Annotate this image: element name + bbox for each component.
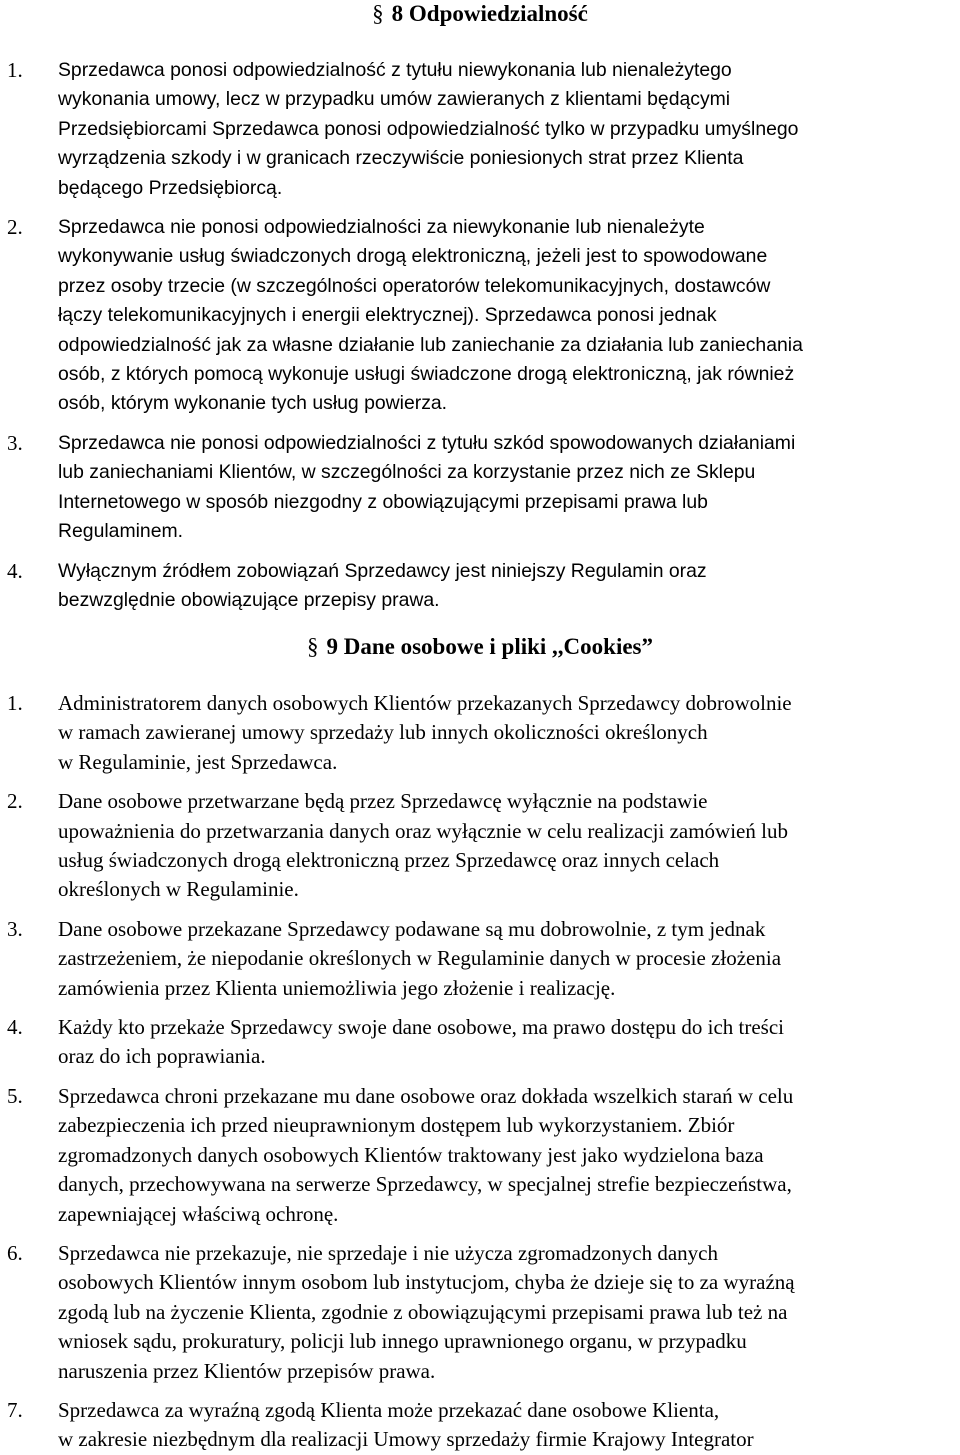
text-line: Wyłącznym źródłem zobowiązań Sprzedawcy jest niniejszy Regulamin oraz <box>58 559 707 582</box>
section-8-title: 8 Odpowiedzialność <box>391 1 588 26</box>
text-line: Sprzedawca za wyraźną zgodą Klienta może przekazać dane osobowe Klienta, <box>58 1397 720 1422</box>
item-number: 3. <box>7 916 23 941</box>
text-line: zgodą lub na życzenie Klienta, zgodnie z obowiązującymi przepisami prawa lub też na <box>58 1299 788 1324</box>
list-item <box>0 1082 960 1229</box>
section-8-heading <box>0 0 960 28</box>
text-line: Sprzedawca chroni przekazane mu dane osobowe oraz dokłada wszelkich starań w celu <box>58 1083 794 1108</box>
text-line: Każdy kto przekaże Sprzedawcy swoje dane osobowe, ma prawo dostępu do ich treści <box>58 1015 784 1040</box>
text-line: określonych w Regulaminie. <box>58 877 299 902</box>
list-item <box>0 429 960 547</box>
section-sign: § <box>372 1 384 26</box>
item-number: 1. <box>7 58 23 82</box>
item-text <box>58 787 954 905</box>
section-9-heading <box>0 633 960 661</box>
list-item <box>0 56 960 203</box>
text-line: wykonania umowy, lecz w przypadku umów zawieranych z klientami będącymi <box>58 88 731 111</box>
text-line: upoważnienia do przetwarzania danych oraz wyłącznie w celu realizacji zamówień lub <box>58 818 788 843</box>
text-line: w Regulaminie, jest Sprzedawca. <box>58 749 338 774</box>
list-item <box>0 213 960 419</box>
text-line: lub zaniechaniami Klientów, w szczególności za korzystanie przez nich ze Sklepu <box>58 461 756 484</box>
text-line: zapewniającej właściwą ochronę. <box>58 1201 339 1226</box>
text-line: osób, z których pomocą wykonuje usługi świadczone drogą elektroniczną, jak również <box>58 363 795 386</box>
text-line: Sprzedawca nie ponosi odpowiedzialności z tytułu szkód spowodowanych działaniami <box>58 431 796 454</box>
item-number: 2. <box>7 789 23 814</box>
list-item <box>0 787 960 905</box>
text-line: wniosek sądu, prokuratury, policji lub innego uprawnionego organu, w przypadku <box>58 1329 747 1354</box>
item-number: 5. <box>7 1083 23 1108</box>
list-item <box>0 1396 960 1455</box>
text-line: zastrzeżeniem, że niepodanie określonych w Regulaminie danych w procesie złożenia <box>58 946 782 971</box>
text-line: Dane osobowe przekazane Sprzedawcy podawane są mu dobrowolnie, z tym jednak <box>58 916 766 941</box>
item-number: 4. <box>7 1015 23 1040</box>
text-line: osób, którym wykonanie tych usług powierza. <box>58 392 448 415</box>
section-9-list <box>0 689 960 1455</box>
text-line: danych, przechowywana na serwerze Sprzedawcy, w specjalnej strefie bezpieczeństwa, <box>58 1172 792 1197</box>
text-line: Regulaminem. <box>58 520 184 543</box>
text-line: wykonywanie usług świadczonych drogą elektroniczną, jeżeli jest to spowodowane <box>58 245 768 268</box>
text-line: osobowych Klientów innym osobom lub instytucjom, chyba że dzieje się to za wyraźną <box>58 1270 795 1295</box>
text-line: Administratorem danych osobowych Klientów przekazanych Sprzedawcy dobrowolnie <box>58 691 792 715</box>
text-line: będącego Przedsiębiorcą. <box>58 176 283 199</box>
item-number: 1. <box>7 691 23 715</box>
text-line: Sprzedawca ponosi odpowiedzialność z tytułu niewykonania lub nienależytego <box>58 59 732 81</box>
item-text <box>58 1239 954 1386</box>
item-text <box>58 557 954 616</box>
text-line: Internetowego w sposób niezgodny z obowiązującymi przepisami prawa lub <box>58 490 708 513</box>
item-text <box>58 56 954 203</box>
item-text <box>58 213 954 419</box>
section-8-list <box>0 56 960 615</box>
section-9-title: 9 Dane osobowe i pliki ,,Cookies” <box>326 634 653 659</box>
item-number: 3. <box>7 430 23 455</box>
text-line: zgromadzonych danych osobowych Klientów traktowany jest jako wydzielona baza <box>58 1142 764 1167</box>
text-line: w zakresie niezbędnym dla realizacji Umowy sprzedaży firmie Krajowy Integrator <box>58 1427 754 1452</box>
list-item <box>0 915 960 1003</box>
text-line: zamówienia przez Klienta uniemożliwia jego złożenie i realizację. <box>58 975 616 1000</box>
item-text <box>58 429 954 547</box>
item-number: 2. <box>7 215 23 240</box>
text-line: łączy telekomunikacyjnych i energii elektrycznej). Sprzedawca ponosi jednak <box>58 304 717 327</box>
item-number: 6. <box>7 1240 23 1265</box>
text-line: bezwzględnie obowiązujące przepisy prawa. <box>58 588 440 611</box>
text-line: Dane osobowe przetwarzane będą przez Sprzedawcę wyłącznie na podstawie <box>58 789 708 814</box>
item-number: 4. <box>7 558 23 583</box>
item-number: 7. <box>7 1397 23 1422</box>
text-line: Sprzedawca nie przekazuje, nie sprzedaje i nie użycza zgromadzonych danych <box>58 1240 718 1265</box>
text-line: naruszenia przez Klientów przepisów prawa. <box>58 1358 436 1383</box>
item-text <box>58 689 954 777</box>
list-item <box>0 557 960 616</box>
list-item <box>0 689 960 777</box>
text-line: usług świadczonych drogą elektroniczną przez Sprzedawcę oraz innych celach <box>58 848 720 873</box>
text-line: w ramach zawieranej umowy sprzedaży lub innych okoliczności określonych <box>58 720 708 745</box>
text-line: odpowiedzialność jak za własne działanie lub zaniechanie za działania lub zaniechania <box>58 333 803 356</box>
text-line: wyrządzenia szkody i w granicach rzeczywiście poniesionych strat przez Klienta <box>58 147 744 170</box>
text-line: oraz do ich poprawiania. <box>58 1044 266 1069</box>
text-line: zabezpieczenia ich przed nieuprawnionym dostępem lub wykorzystaniem. Zbiór <box>58 1113 735 1138</box>
item-text <box>58 915 954 1003</box>
text-line: przez osoby trzecie (w szczególności operatorów telekomunikacyjnych, dostawców <box>58 274 771 297</box>
list-item <box>0 1013 960 1072</box>
item-text <box>58 1396 954 1455</box>
item-text <box>58 1013 954 1072</box>
text-line: Sprzedawca nie ponosi odpowiedzialności za niewykonanie lub nienależyte <box>58 216 705 239</box>
item-text <box>58 1082 954 1229</box>
section-sign: § <box>306 634 319 659</box>
list-item <box>0 1239 960 1386</box>
text-line: Przedsiębiorcami Sprzedawca ponosi odpowiedzialność tylko w przypadku umyślnego <box>58 117 799 140</box>
